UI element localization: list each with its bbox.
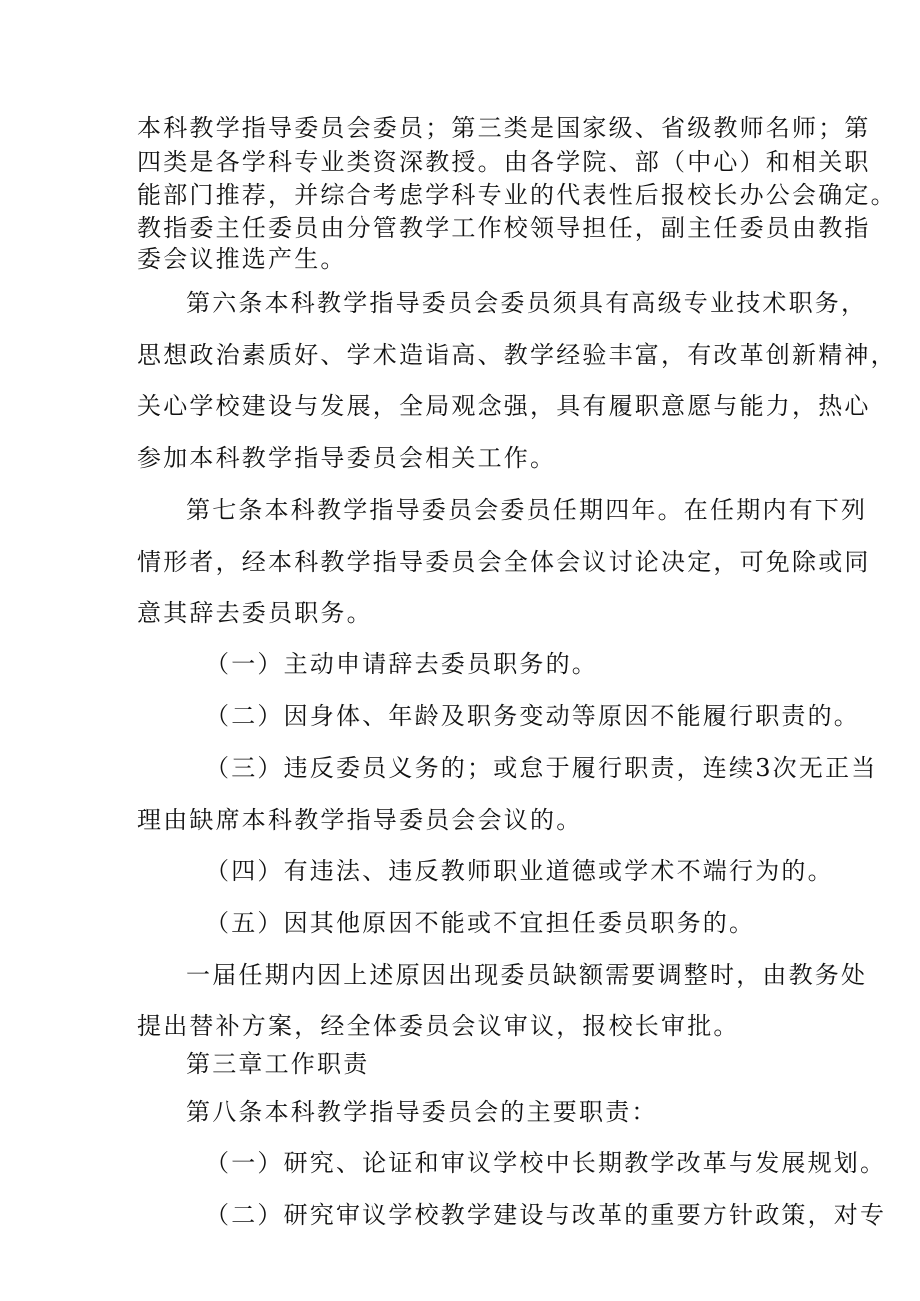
- text-line: 意其辞去委员职务。: [137, 599, 373, 627]
- article-7-start: 第七条本科教学指导委员会委员任期四年。在任期内有下列: [186, 496, 868, 524]
- text-line: 情形者，经本科教学指导委员会全体会议讨论决定，可免除或同: [137, 548, 871, 576]
- text-line: 教指委主任委员由分管教学工作校领导担任，副主任委员由教指: [137, 214, 871, 242]
- text-line: 理由缺席本科教学指导委员会会议的。: [137, 806, 583, 834]
- list-item: （二）研究审议学校教学建设与改革的重要方针政策，对专: [205, 1201, 887, 1229]
- text-line: 提出替补方案，经全体委员会议审议，报校长审批。: [137, 1012, 740, 1040]
- chapter-heading: 第三章工作职责: [186, 1050, 370, 1078]
- list-item: （一）主动申请辞去委员职务的。: [205, 650, 598, 678]
- list-item: （四）有违法、违反教师职业道德或学术不端行为的。: [205, 857, 834, 885]
- list-item: （二）因身体、年龄及职务变动等原因不能履行职责的。: [205, 702, 860, 730]
- text-line: 思想政治素质好、学术造诣高、教学经验丰富，有改革创新精神，: [137, 341, 897, 369]
- list-item: （五）因其他原因不能或不宜担任委员职务的。: [205, 909, 756, 937]
- text-line: 关心学校建设与发展，全局观念强，具有履职意愿与能力，热心: [137, 392, 871, 420]
- article-6-start: 第六条本科教学指导委员会委员须具有高级专业技术职务，: [186, 289, 868, 317]
- list-item: （一）研究、论证和审议学校中长期教学改革与发展规划。: [205, 1149, 887, 1177]
- text-line: 委会议推选产生。: [137, 245, 347, 273]
- list-item: （三）违反委员义务的；或怠于履行职责，连续3次无正当: [205, 754, 878, 782]
- text-line: 本科教学指导委员会委员；第三类是国家级、省级教师名师；第: [137, 114, 871, 142]
- article-8-start: 第八条本科教学指导委员会的主要职责：: [186, 1098, 658, 1126]
- text-line: 四类是各学科专业类资深教授。由各学院、部（中心）和相关职: [137, 148, 871, 176]
- paragraph-start: 一届任期内因上述原因出现委员缺额需要调整时，由教务处: [186, 961, 868, 989]
- text-line: 参加本科教学指导委员会相关工作。: [137, 444, 557, 472]
- text-line: 能部门推荐，并综合考虑学科专业的代表性后报校长办公会确定。: [137, 181, 897, 209]
